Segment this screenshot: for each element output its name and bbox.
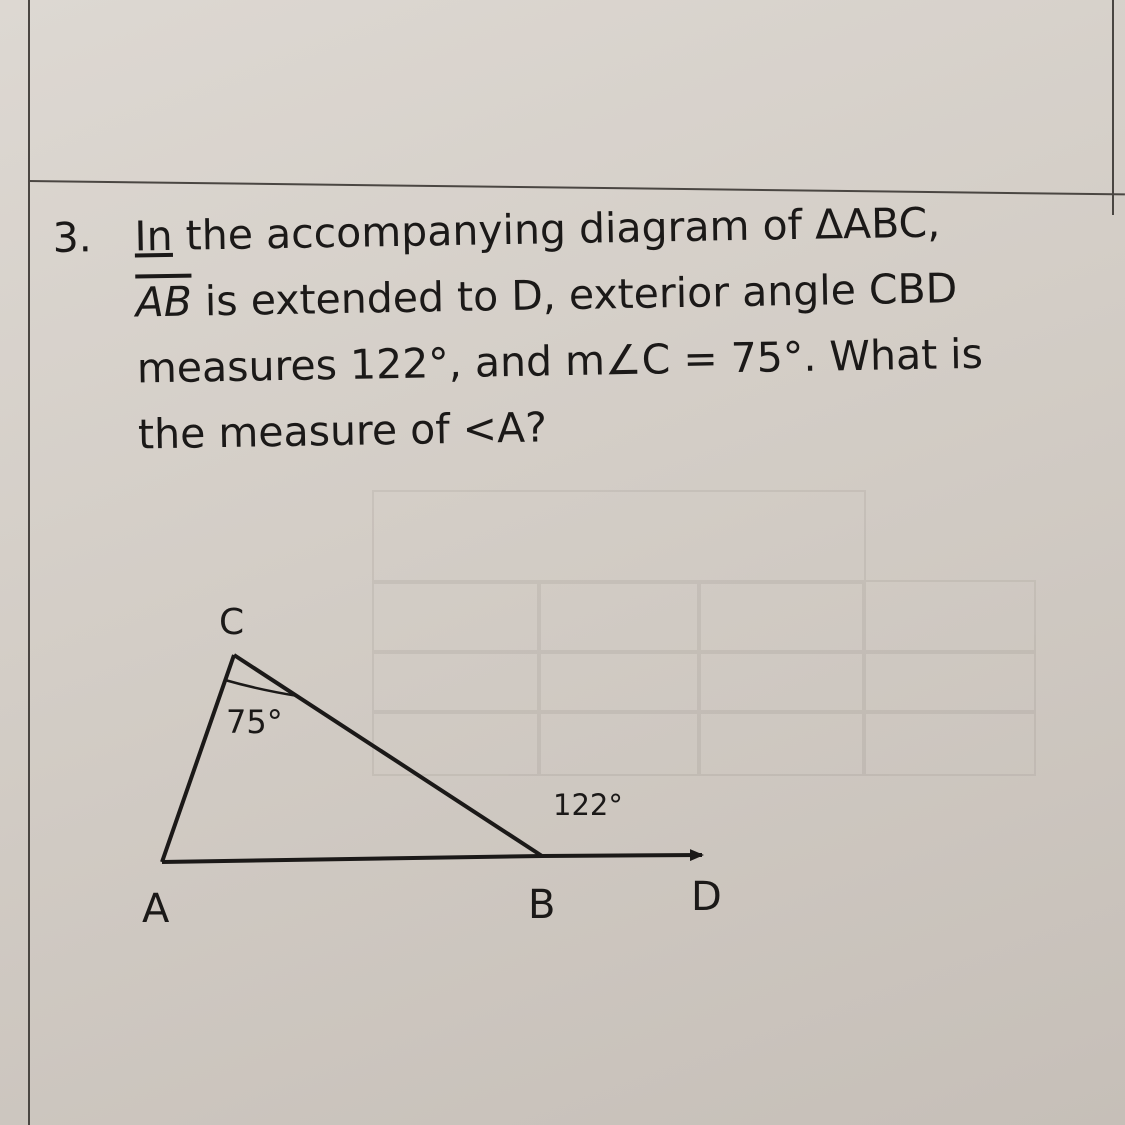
vertex-b-label: B <box>528 882 556 928</box>
vertex-a-label: A <box>142 886 170 932</box>
question-line-1-rest: the accompanying diagram of ΔABC, <box>172 198 941 260</box>
question-number: 3. <box>52 213 93 262</box>
ray-bd-arrow <box>542 855 702 856</box>
side-cb <box>234 655 542 856</box>
segment-ab-label: $\overline{AB}$ <box>135 277 193 327</box>
point-d-label: D <box>691 874 722 920</box>
vertex-c-label: C <box>219 602 245 643</box>
question-line-2-rest: is extended to D, exterior angle CBD <box>191 264 958 326</box>
angle-cbd-value: 122° <box>553 788 623 822</box>
question-line-3: measures 122°, and m∠C = 75°. What is <box>136 329 984 393</box>
angle-c-value: 75° <box>226 703 283 741</box>
side-ac <box>162 655 234 862</box>
side-ab <box>162 856 542 862</box>
question-line-1-prefix: In <box>134 211 174 261</box>
question-line-4: the measure of <A? <box>137 403 548 459</box>
